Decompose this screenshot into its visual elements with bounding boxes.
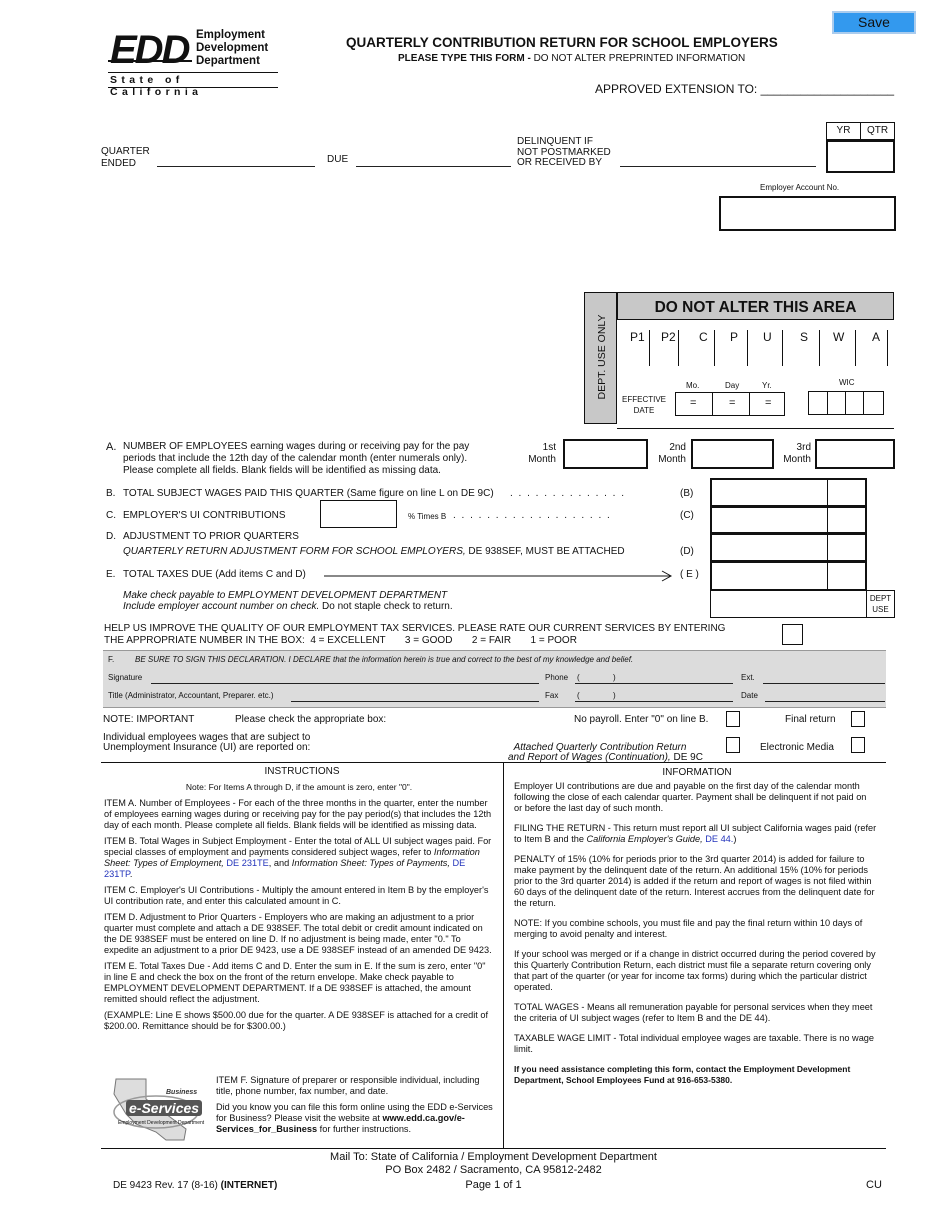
final-return-label: Final return: [785, 714, 836, 725]
item-f-instruction-block: [216, 1075, 496, 1140]
title-label: Title (Administrator, Accountant, Preparer. etc.): [108, 691, 274, 700]
logo-rule-top: [108, 72, 278, 73]
item-e-instruction: ITEM E. Total Taxes Due - Add items C and D. Enter the sum in E. If the sum is zero, enter "0" in line E and check the box on the front of the return envelope. Make check payable to EMPLOYMENT DEVELOPMENT DEPARTMENT. If a DE 938SEF is attached, the amount remitted should reflect the adjustment.: [104, 961, 486, 1004]
info-p2-close: ): [733, 834, 737, 844]
item-b-code: (B): [680, 488, 694, 499]
instructions-heading: INSTRUCTIONS: [264, 766, 340, 777]
due-label: DUE: [327, 154, 349, 165]
de44-link[interactable]: DE 44.: [705, 834, 734, 844]
dept-use-small-label: DEPT USE: [869, 594, 892, 614]
form-number-text: DE 9423 Rev. 17 (8-16): [113, 1180, 218, 1191]
survey-line2: THE APPROPRIATE NUMBER IN THE BOX: 4 = EXCELLENT 3 = GOOD 2 = FAIR 1 = POOR: [104, 635, 577, 646]
online-after: for further instructions.: [317, 1124, 412, 1134]
item-d-letter: D.: [106, 531, 116, 542]
attached-italic: Attached Quarterly Contribution Return and Report of Wages (Continuation),: [508, 742, 687, 763]
dept-use-small: [866, 590, 895, 618]
check-payable: Make check payable to EMPLOYMENT DEVELOPMENT DEPARTMENT: [123, 590, 448, 601]
code-p2: P2: [661, 330, 676, 344]
de231tp-link[interactable]: DE 231TP: [104, 858, 466, 879]
item-c-box[interactable]: [710, 506, 867, 534]
item-a-letter: A.: [106, 441, 117, 453]
form-internet: (INTERNET): [220, 1180, 278, 1191]
employer-account-box[interactable]: [719, 196, 896, 231]
qtr-header: [860, 122, 895, 140]
logo-line1: Employment: [196, 29, 266, 41]
approved-extension[interactable]: APPROVED EXTENSION TO: ____________________: [595, 82, 895, 96]
individual-wages-label: Individual employees wages that are subject to Unemployment Insurance (UI) are reported on:: [103, 732, 311, 753]
qtr-label: QTR: [866, 125, 889, 136]
declaration-panel: [103, 650, 886, 708]
month1-box[interactable]: [563, 439, 648, 469]
de231te-link[interactable]: DE 231TE: [226, 858, 269, 868]
item-b-instr-period: .: [129, 869, 133, 879]
survey-line1: HELP US IMPROVE THE QUALITY OF OUR EMPLOYMENT TAX SERVICES. PLEASE RATE OUR CURRENT SERVICES BY ENTERING: [104, 623, 726, 634]
item-b-letter: B.: [106, 488, 116, 499]
item-c-rate-box[interactable]: [320, 500, 397, 528]
item-d-sub-italic: QUARTERLY RETURN ADJUSTMENT FORM FOR SCHOOL EMPLOYERS,: [123, 546, 466, 557]
attached-de9c: DE 9C: [670, 752, 703, 763]
logo-abbr: EDD: [110, 28, 189, 72]
month3-label: 3rd Month: [783, 442, 811, 465]
dept-use-box: [710, 590, 867, 618]
delinquent-label: DELINQUENT IF NOT POSTMARKED OR RECEIVED BY: [517, 136, 611, 168]
effective-date-box[interactable]: [675, 392, 785, 416]
eq-2: =: [729, 397, 736, 409]
edd-logo: [108, 28, 280, 98]
subtitle-normal: DO NOT ALTER PREPRINTED INFORMATION: [533, 53, 746, 64]
month2-box[interactable]: [691, 439, 774, 469]
item-d-text: ADJUSTMENT TO PRIOR QUARTERS: [123, 531, 299, 542]
mo-label: Mo.: [686, 381, 700, 390]
item-a-instruction: ITEM A. Number of Employees - For each of the three months in the quarter, enter the number of employees earning wages during or receiving pay for the pay period(s) that includes the 12th day of each month. Please complete all fields. Blank fields will be identified as missing data.: [104, 798, 492, 830]
survey-rating-box[interactable]: [782, 624, 803, 645]
form-subtitle: [398, 53, 745, 64]
logo-rule-bottom: [108, 87, 278, 88]
logo-state: State of California: [110, 74, 203, 98]
electronic-media-checkbox[interactable]: [851, 737, 865, 753]
yr-qtr-box[interactable]: [826, 140, 895, 173]
info-p5: If your school was merged or if a change in district occurred during the period covered by this Quarterly Contribution Return, each district must file a separate return covering only that part of the quarter (or year for income tax forms) during which the particular district operated.: [514, 949, 876, 992]
item-b-instr-italic1: Information Sheet: Types of Employment,: [104, 847, 480, 868]
info-p2-text: FILING THE RETURN - This return must report all UI subject California wages paid (refer to Item B and the: [514, 823, 877, 844]
fax-field[interactable]: [575, 701, 733, 702]
declaration-text: BE SURE TO SIGN THIS DECLARATION. I DECLARE that the information herein is true and correct to the best of my knowledge and belief.: [135, 655, 634, 664]
info-p2: [514, 823, 877, 845]
subtitle-bold: PLEASE TYPE THIS FORM -: [398, 53, 531, 64]
item-e-code: ( E ): [680, 569, 699, 580]
mail-to-line2: PO Box 2482 / Sacramento, CA 95812-2482: [385, 1164, 602, 1176]
online-instruction: [216, 1102, 496, 1135]
check-include-italic: Include employer account number on check.: [123, 601, 320, 612]
signature-label: Signature: [108, 673, 143, 682]
title-field[interactable]: [291, 701, 539, 702]
date-field[interactable]: [765, 701, 885, 702]
eservices-business: Business: [166, 1089, 198, 1096]
item-c-code: (C): [680, 510, 694, 521]
ext-field[interactable]: [763, 683, 885, 684]
information-body: [514, 781, 877, 1091]
mail-to-line1: Mail To: State of California / Employment Development Department: [330, 1151, 657, 1163]
do-not-alter-title: DO NOT ALTER THIS AREA: [654, 299, 857, 316]
attached-de9c-checkbox[interactable]: [726, 737, 740, 753]
arrow-right-icon: [324, 570, 676, 582]
eq-1: =: [690, 397, 697, 409]
final-return-checkbox[interactable]: [851, 711, 865, 727]
wic-label: WIC: [839, 378, 855, 387]
check-staple: Do not staple check to return.: [319, 601, 453, 612]
section-rule-top: [101, 762, 886, 763]
item-c-letter: C.: [106, 510, 116, 521]
phone-label: Phone: [545, 673, 569, 682]
information-heading: INFORMATION: [662, 767, 732, 778]
yr-label: YR: [836, 125, 851, 136]
declaration-letter: F.: [108, 655, 115, 664]
item-e-box[interactable]: [710, 561, 867, 591]
dept-use-label: DEPT. USE ONLY: [596, 314, 608, 400]
month1-label: 1st Month: [528, 442, 556, 465]
logo-line2: Development: [196, 42, 269, 54]
dept-use-sidebar: [584, 292, 617, 424]
eservices-url[interactable]: www.edd.ca.gov/e-Services_for_Business: [216, 1113, 465, 1134]
item-d-instruction: ITEM D. Adjustment to Prior Quarters - Employers who are making an adjustment to a prior quarter must complete and attach a DE 938SEF. The total debit or credit amount indicated on the DE 938SEF must be entered on line D. If no adjustment is being made, enter "0." To expedite an adjustment to a prior DE 9423, use a DE 938SEF instead of an amended DE 9423.: [104, 912, 492, 955]
item-d-sub: [123, 546, 625, 557]
phone-paren-open: (: [577, 673, 580, 682]
item-d-code: (D): [680, 546, 694, 557]
due-field[interactable]: [356, 166, 511, 167]
fax-paren-close: ): [613, 691, 616, 700]
page-number: Page 1 of 1: [465, 1179, 522, 1191]
item-b-text: TOTAL SUBJECT WAGES PAID THIS QUARTER (Same figure on line L on DE 9C): [123, 488, 494, 499]
section-rule-bottom: [101, 1148, 886, 1149]
info-p2-italic: California Employer's Guide,: [586, 834, 703, 844]
quarter-ended-field[interactable]: [157, 166, 315, 167]
item-c-times: % Times B: [408, 512, 447, 521]
month3-box[interactable]: [815, 439, 895, 469]
info-p6: TOTAL WAGES - Means all remuneration payable for personal services when they meet the criteria of UI subject wages (refer to Item B and the DE 44).: [514, 1002, 873, 1023]
code-p1: P1: [630, 330, 645, 344]
logo-line3: Department: [196, 55, 260, 67]
fax-label: Fax: [545, 691, 559, 700]
item-b-instr-italic2: Information Sheet: Types of Payments,: [291, 858, 450, 868]
item-e-text: TOTAL TAXES DUE (Add items C and D): [123, 569, 306, 580]
item-b-instr-text: ITEM B. Total Wages in Subject Employment - Enter the total of ALL UI subject wages paid. For special classes of employment and payments considered subject wages, refer to: [104, 836, 492, 857]
electronic-media-label: Electronic Media: [760, 742, 834, 753]
yr-label-eff: Yr.: [762, 381, 772, 390]
form-title: QUARTERLY CONTRIBUTION RETURN FOR SCHOOL EMPLOYERS: [346, 35, 778, 50]
ext-label: Ext.: [741, 673, 755, 682]
date-label: Date: [741, 691, 758, 700]
online-text: Did you know you can file this form online using the EDD e-Services for Business? Please visit the website at: [216, 1102, 493, 1123]
instructions-note: Note: For Items A through D, if the amount is zero, enter "0".: [185, 782, 413, 792]
item-c-instruction: ITEM C. Employer's UI Contributions - Multiply the amount entered in Item B by the employer's UI contribution rate, and enter this calculated amount in C.: [104, 885, 489, 906]
do-not-alter-header: [617, 292, 894, 320]
dept-codes-row: [617, 320, 894, 370]
note-check-box: Please check the appropriate box:: [235, 714, 387, 725]
info-p3: PENALTY of 15% (10% for periods prior to the 3rd quarter 2014) is added for failure to make payment by the delinquent date of the return. An additional 15% (10% for periods prior to the 3rd quarter 2014) is added if the return and report of wages is not filed within 60 days of the delinquent date of the return. Interest accrues from the delinquent date for the return.: [514, 854, 875, 908]
code-s: S: [800, 330, 809, 344]
save-button[interactable]: Save: [832, 11, 916, 34]
cu-code: CU: [866, 1179, 882, 1191]
yr-header: [826, 122, 861, 140]
item-d-box[interactable]: [710, 533, 867, 562]
no-payroll-label: No payroll. Enter "0" on line B.: [574, 714, 709, 725]
attached-de9c-label: [508, 733, 703, 763]
day-label: Day: [725, 381, 740, 390]
info-p4: NOTE: If you combine schools, you must file and pay the final return within 10 days of merging to avoid penalty and interest.: [514, 918, 863, 939]
item-b-instruction: [104, 836, 494, 880]
item-b-instr-and: , and: [268, 858, 290, 868]
eservices-edd: Employment Development Department: [118, 1120, 205, 1126]
item-c-text: EMPLOYER'S UI CONTRIBUTIONS: [123, 510, 286, 521]
item-b-dots: . . . . . . . . . . . . . .: [510, 488, 626, 499]
info-p7: TAXABLE WAGE LIMIT - Total individual employee wages are taxable. There is no wage limit.: [514, 1033, 875, 1054]
instructions-body: [104, 782, 494, 1037]
info-p8: If you need assistance completing this form, contact the Employment Development Department, School Employees Fund at 916-653-5380.: [514, 1064, 851, 1085]
item-d-sub-normal: DE 938SEF, MUST BE ATTACHED: [465, 546, 625, 557]
note-important: NOTE: IMPORTANT: [103, 714, 195, 725]
effective-date-label: EFFECTIVE DATE: [622, 395, 667, 415]
code-p: P: [730, 330, 739, 344]
item-f-instruction: ITEM F. Signature of preparer or responsible individual, including title, phone number, fax number, and date.: [216, 1075, 480, 1096]
section-divider: [503, 762, 504, 1149]
example-instruction: (EXAMPLE: Line E shows $500.00 due for the quarter. A DE 938SEF is attached for a credit of $200.00. Remittance should be for $300.00.): [104, 1010, 489, 1031]
dept-area-rule: [617, 428, 894, 429]
employer-account-label: Employer Account No.: [760, 183, 840, 192]
month2-label: 2nd Month: [658, 442, 686, 465]
item-a-text: NUMBER OF EMPLOYEES earning wages during or receiving pay for the pay periods that include the 12th day of the calendar month (enter numerals only). Please complete all fields. Blank fields will be identified as missing data.: [123, 441, 470, 476]
delinquent-field[interactable]: [620, 166, 816, 167]
eservices-logo: [106, 1074, 206, 1144]
code-a: A: [872, 330, 881, 344]
phone-paren-close: ): [613, 673, 616, 682]
code-c: C: [699, 330, 708, 344]
fax-paren-open: (: [577, 691, 580, 700]
code-u: U: [763, 330, 772, 344]
check-include: [123, 601, 453, 612]
quarter-ended-label: QUARTER ENDED: [101, 146, 150, 169]
eservices-label: e-Services: [126, 1100, 202, 1116]
eq-3: =: [765, 397, 772, 409]
item-b-box[interactable]: [710, 478, 867, 507]
item-c-dots: . . . . . . . . . . . . . . . . . . .: [453, 510, 612, 521]
wic-box[interactable]: [808, 391, 884, 415]
info-p1: Employer UI contributions are due and payable on the first day of the calendar month following the close of each calendar quarter. Payment shall be delinquent if not paid on or before the last day of such month.: [514, 781, 867, 813]
code-w: W: [833, 330, 845, 344]
phone-field[interactable]: [575, 683, 733, 684]
no-payroll-checkbox[interactable]: [726, 711, 740, 727]
signature-field[interactable]: [151, 683, 539, 684]
logo-stroke: [108, 60, 192, 62]
item-e-letter: E.: [106, 569, 116, 580]
